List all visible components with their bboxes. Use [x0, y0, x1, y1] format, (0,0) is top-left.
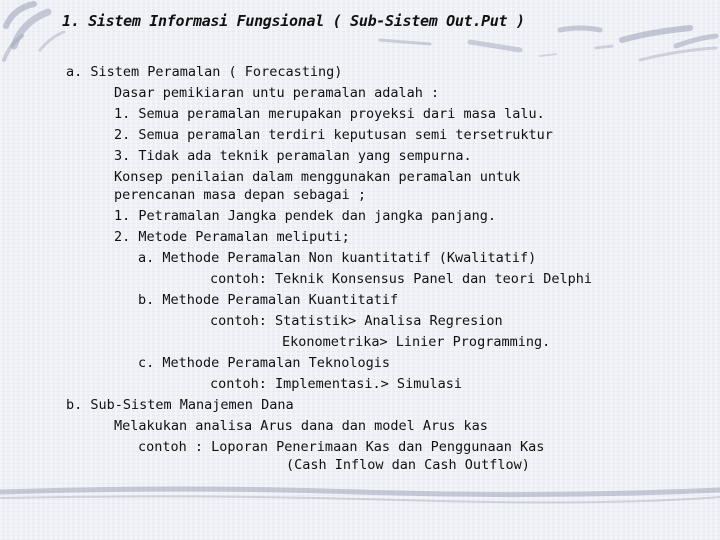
body-line: (Cash Inflow dan Cash Outflow) [286, 457, 530, 473]
body-line: contoh: Teknik Konsensus Panel dan teori Delphi [210, 271, 593, 287]
slide-title: 1. Sistem Informasi Fungsional ( Sub-Sistem Out.Put ) [62, 12, 525, 30]
body-line: Dasar pemikiaran untu peramalan adalah : [114, 85, 440, 101]
body-line: perencanan masa depan sebagai ; [114, 187, 366, 203]
body-line: contoh: Implementasi.> Simulasi [210, 376, 462, 392]
section-a-heading: a. Sistem Peramalan ( Forecasting) [66, 64, 343, 80]
body-line: contoh : Loporan Penerimaan Kas dan Penggunaan Kas [138, 439, 545, 455]
section-b-heading: b. Sub-Sistem Manajemen Dana [66, 397, 294, 413]
body-line: 1. Petramalan Jangka pendek dan jangka panjang. [114, 208, 497, 224]
body-line: 2. Semua peramalan terdiri keputusan semi tersetruktur [114, 127, 553, 143]
body-line: Melakukan analisa Arus dana dan model Arus kas [114, 418, 488, 434]
body-line: contoh: Statistik> Analisa Regresion [210, 313, 503, 329]
body-line: 3. Tidak ada teknik peramalan yang sempurna. [114, 148, 472, 164]
body-line: b. Methode Peramalan Kuantitatif [138, 292, 399, 308]
body-line: 2. Metode Peramalan meliputi; [114, 229, 350, 245]
body-line: 1. Semua peramalan merupakan proyeksi dari masa lalu. [114, 106, 545, 122]
body-line: Ekonometrika> Linier Programming. [282, 334, 551, 350]
body-line: c. Methode Peramalan Teknologis [138, 355, 390, 371]
body-line: a. Methode Peramalan Non kuantitatif (Kwalitatif) [138, 250, 537, 266]
body-line: Konsep penilaian dalam menggunakan peramalan untuk [114, 169, 521, 185]
